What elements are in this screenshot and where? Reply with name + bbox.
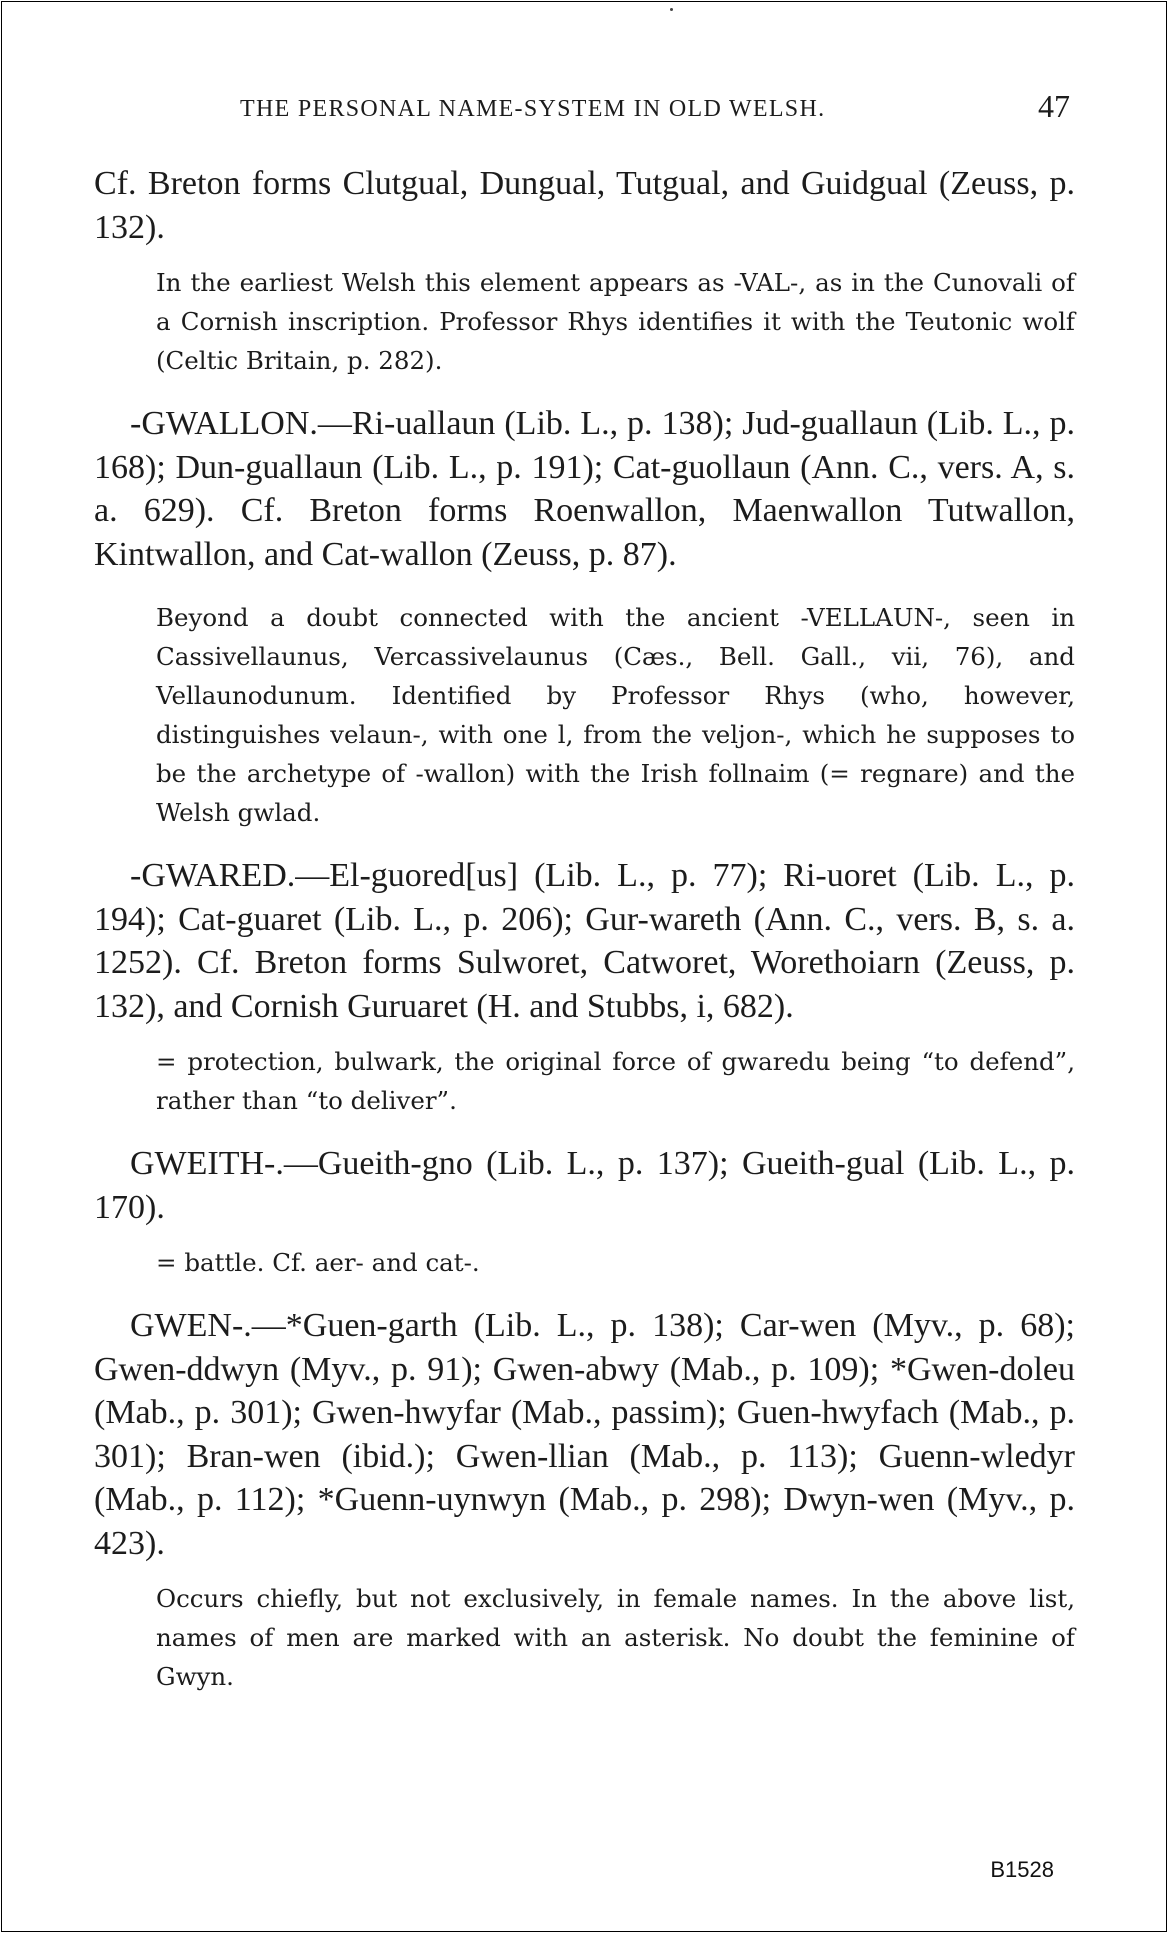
paragraph-gual-breton: Cf. Breton forms Clutgual, Dungual, Tutgual, and Guidgual (Zeuss, p. 132).: [94, 165, 1075, 246]
entry-gwared: -GWARED.—El-guored[us] (Lib. L., p. 77); Ri-uoret (Lib. L., p. 194); Cat-guaret (Lib. L., p. 206); Gur-wareth (Ann. C., vers. B, s. a. 1252). Cf. Breton forms Sulworet, Catworet, Worethoiarn (Zeuss, p. 132), and Cornish Guruaret (H. and Stubbs, i, 682).: [94, 857, 1075, 1025]
note-vellaun: Beyond a doubt connected with the ancient -VELLAUN-, seen in Cassivellaunus, Vercassivelaunus (Cæs., Bell. Gall., vii, 76), and Vellaunodunum. Identified by Professor Rhys (who, however, distinguishes velaun-, with one l, from the veljon-, which he supposes to be the archetype of -wallon) with the Irish follnaim (= regnare) and the Welsh gwlad.: [156, 603, 1075, 827]
note-gweith: = battle. Cf. aer- and cat-.: [156, 1248, 480, 1277]
entry-gwallon: -GWALLON.—Ri-uallaun (Lib. L., p. 138); Jud-guallaun (Lib. L., p. 168); Dun-guallaun (Lib. L., p. 191); Cat-guollaun (Ann. C., vers. A, s. a. 629). Cf. Breton forms Roenwallon, Maenwallon Tutwallon, Kintwallon, and Cat-wallon (Zeuss, p. 87).: [94, 405, 1075, 573]
scan-speck: [670, 8, 673, 11]
note-gwen: Occurs chiefly, but not exclusively, in female names. In the above list, names of men are marked with an asterisk. No doubt the feminine of Gwyn.: [156, 1584, 1075, 1691]
catalog-code: B1528: [990, 1857, 1054, 1882]
entry-gweith: GWEITH-.—Gueith-gno (Lib. L., p. 137); Gueith-gual (Lib. L., p. 170).: [94, 1145, 1075, 1226]
page: [1, 1, 1167, 1932]
page-body: [94, 162, 1075, 1696]
note-gwared: = protection, bulwark, the original force of gwaredu being “to defend”, rather than “to deliver”.: [156, 1047, 1075, 1115]
entry-gwen: GWEN-.—*Guen-garth (Lib. L., p. 138); Car-wen (Myv., p. 68); Gwen-ddwyn (Myv., p. 91); Gwen-abwy (Mab., p. 109); *Gwen-doleu (Mab., p. 301); Gwen-hwyfar (Mab., passim); Guen-hwyfach (Mab., p. 301); Bran-wen (ibid.); Gwen-llian (Mab., p. 113); Guenn-wledyr (Mab., p. 112); *Guenn-uynwyn (Mab., p. 298); Dwyn-wen (Myv., p. 423).: [94, 1307, 1075, 1562]
running-title: THE PERSONAL NAME-SYSTEM IN OLD WELSH.: [240, 96, 826, 122]
page-number: 47: [1038, 88, 1070, 124]
note-val: In the earliest Welsh this element appears as -VAL-, as in the Cunovali of a Cornish inscription. Professor Rhys identifies it with the Teutonic wolf (Celtic Britain, p. 282).: [156, 268, 1075, 375]
